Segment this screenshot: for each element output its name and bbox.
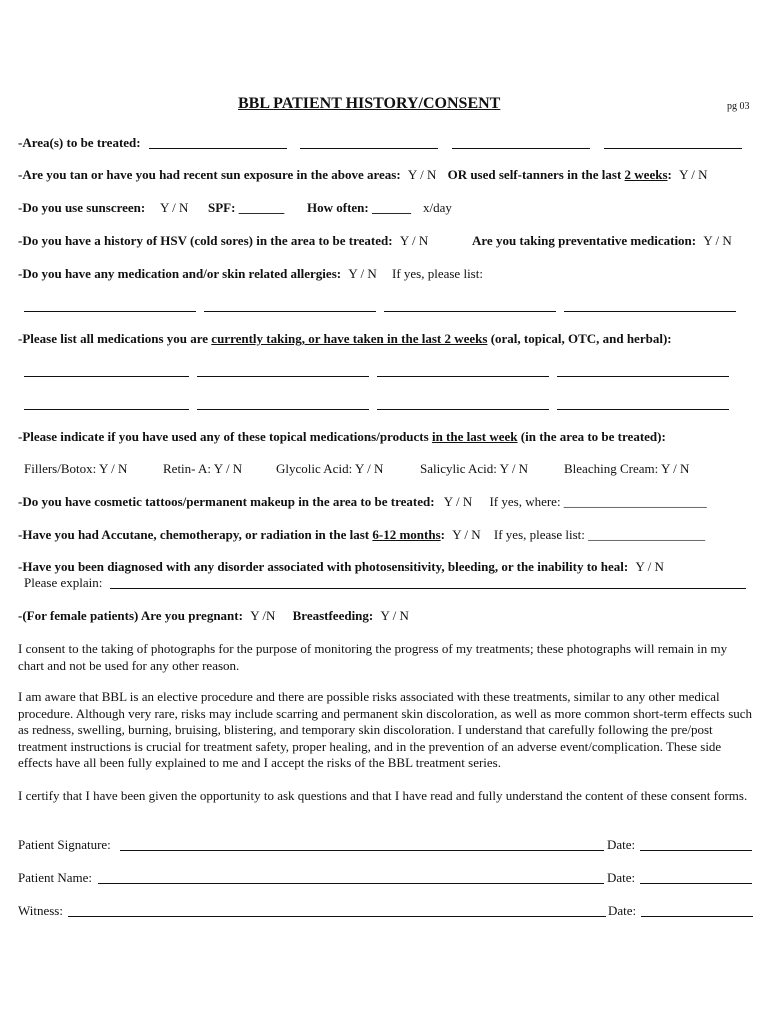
question-allergies-text: -Do you have any medication and/or skin related allergies: [18,266,342,281]
areas-field-3[interactable] [452,148,590,149]
question-medications [18,331,672,347]
question-topicals [18,429,666,445]
question-pregnant [18,608,409,624]
tattoos-where-field[interactable]: If yes, where: ______________________ [489,494,707,509]
areas-field-4[interactable] [604,148,742,149]
sunscreen-yn[interactable]: Y / N [160,200,189,215]
disorder-yn[interactable]: Y / N [635,559,664,574]
allergies-yn[interactable]: Y / N [348,266,377,281]
topical-retin-a[interactable]: Retin- A: Y / N [163,461,243,476]
witness-date-label: Date: [608,903,637,918]
topicals-prefix: -Please indicate if you have used any of these topical medications/products [18,429,432,444]
topical-fillers-botox[interactable]: Fillers/Botox: Y / N [24,461,128,476]
question-tan [18,167,708,183]
question-hsv [18,233,428,249]
question-preventative-text: Are you taking preventative medication: [472,233,697,248]
medications-prefix: -Please list all medications you are [18,331,212,346]
question-tan-text: -Are you tan or have you had recent sun exposure in the above areas: [18,167,401,182]
medications-line-1[interactable] [24,376,189,377]
tattoos-text: -Do you have cosmetic tattoos/permanent makeup in the area to be treated: [18,494,435,509]
patient-name-label: Patient Name: [18,870,93,885]
accutane-colon: : [440,527,445,542]
hsv-yn[interactable]: Y / N [399,233,429,248]
accutane-yn[interactable]: Y / N [452,527,481,542]
medications-suffix: (oral, topical, OTC, and herbal): [487,331,672,346]
preventative-yn[interactable]: Y / N [703,233,732,248]
witness-date-line[interactable] [641,916,753,917]
consent-photographs: I consent to the taking of photographs for the purpose of monitoring the progress of my treatments; these photographs will remain in my chart and not be used for any other reason. [18,641,728,673]
areas-field-1[interactable] [149,148,287,149]
medications-line-4[interactable] [557,376,729,377]
medications-line-5[interactable] [24,409,189,410]
patient-signature-line[interactable] [120,850,604,851]
question-tanner-colon: : [667,167,672,182]
tattoos-yn[interactable]: Y / N [443,494,473,509]
allergies-line-1[interactable] [24,311,196,312]
witness-line[interactable] [68,916,606,917]
question-tanner-text: OR used self-tanners in the last [447,167,622,182]
disorder-explain-line[interactable] [110,588,746,589]
medications-line-8[interactable] [557,409,729,410]
medications-line-6[interactable] [197,409,369,410]
question-tanner-emph: 2 weeks [624,167,668,182]
medications-line-2[interactable] [197,376,369,377]
page-title: BBL PATIENT HISTORY/CONSENT [238,95,501,112]
allergies-list-prompt: If yes, please list: [391,266,483,281]
name-date-label: Date: [607,870,636,885]
tanner-yn[interactable]: Y / N [679,167,708,182]
medications-line-3[interactable] [377,376,549,377]
signature-date-label: Date: [607,837,636,852]
allergies-line-3[interactable] [384,311,556,312]
breastfeeding-label: Breastfeeding: [292,608,374,623]
medications-line-7[interactable] [377,409,549,410]
topical-bleaching-cream[interactable]: Bleaching Cream: Y / N [564,461,690,476]
medications-emph: currently taking, or have taken in the last 2 weeks [211,331,488,346]
spf-field[interactable]: SPF: _______ [208,200,285,215]
tan-yn[interactable]: Y / N [407,167,437,182]
topicals-emph: in the last week [431,429,518,444]
signature-date-line[interactable] [640,850,752,851]
topicals-suffix: (in the area to be treated): [517,429,666,444]
patient-name-line[interactable] [98,883,604,884]
areas-field-2[interactable] [300,148,438,149]
question-disorder [18,559,664,575]
pregnant-yn[interactable]: Y /N [250,608,276,623]
how-often-field[interactable]: How often: ______ [307,200,411,215]
question-tattoos [18,494,707,510]
name-date-line[interactable] [640,883,752,884]
question-sunscreen: -Do you use sunscreen: [18,200,146,215]
consent-certify: I certify that I have been given the opportunity to ask questions and that I have read and fully understand the content of these consent forms. [18,788,748,803]
question-allergies [18,266,483,282]
allergies-line-4[interactable] [564,311,736,312]
question-hsv-text: -Do you have a history of HSV (cold sores) in the area to be treated: [18,233,393,248]
accutane-emph: 6-12 months [372,527,441,542]
breastfeeding-yn[interactable]: Y / N [380,608,409,623]
areas-label: -Area(s) to be treated: [18,135,141,150]
question-accutane [18,527,705,543]
allergies-line-2[interactable] [204,311,376,312]
pregnant-text: -(For female patients) Are you pregnant: [18,608,243,623]
page-number: pg 03 [727,101,750,112]
question-preventative [472,233,732,249]
accutane-list-field[interactable]: If yes, please list: __________________ [493,527,706,542]
topical-salicylic-acid[interactable]: Salicylic Acid: Y / N [420,461,529,476]
accutane-text: -Have you had Accutane, chemotherapy, or radiation in the last [18,527,373,542]
disorder-text: -Have you been diagnosed with any disorder associated with photosensitivity, bleeding, or the inability to heal: [18,559,629,574]
disorder-explain-label: Please explain: [24,575,103,590]
topical-glycolic-acid[interactable]: Glycolic Acid: Y / N [276,461,384,476]
patient-signature-label: Patient Signature: [18,837,111,852]
consent-risks: I am aware that BBL is an elective procedure and there are possible risks associated with these treatments, similar to any other medical procedure. Although very rare, risks may include scarring and permanent skin discoloration, as well as more common short-term effects such as redness, swelling, burning, bruising, blistering, and temporary skin discoloration. I understand that carefully following the pre/post treatment instructions is crucial for treatment safety, proper healing, and in the prevention of an adverse event/complication. These side effects have all been fully explained to me and I accept the risks of the BBL treatment series. [18,689,753,770]
how-often-unit: x/day [423,200,452,215]
witness-label: Witness: [18,903,63,918]
